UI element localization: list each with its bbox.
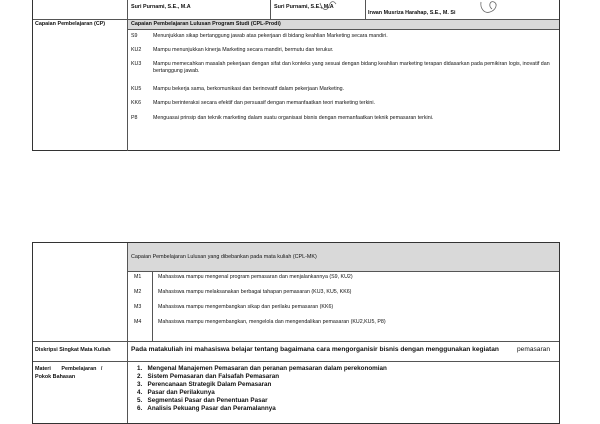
cpmk-code: M2	[134, 289, 142, 295]
materi-item: 5. Segmentasi Pasar dan Penentuan Pasar	[137, 397, 268, 404]
cpmk-text: Mahasiswa mampu mengenal program pemasaran dan menjalankannya (S9, KU2)	[158, 274, 353, 280]
signature-name-1: Suri Purnami, S.E., M.A	[131, 4, 191, 10]
materi-row-divider	[33, 361, 559, 362]
cpmk-code: M4	[134, 319, 142, 325]
cpmk-header: Capaian Pembelajaran Lulusan yang dibebankan pada mata kuliah (CPL-MK)	[131, 254, 317, 260]
cpl-header-divider	[128, 29, 559, 30]
cpl-code: KU3	[131, 61, 142, 67]
cpl-text: Menunjukkan sikap bertanggung jawab atas pekerjaan di bidang keahlian Marketing secara mandiri.	[153, 33, 388, 39]
materi-item: 3. Perencanaan Strategik Dalam Pemasaran	[137, 381, 272, 388]
materi-label-line1: Materi Pembelajaran /	[35, 366, 103, 372]
cp-row-label: Capaian Pembelajaran (CP)	[35, 21, 106, 27]
cpl-text: Mampu memecahkan masalah pekerjaan dengan sifat dan konteks yang sesuai dengan bidang keahlian marketing terapan didasarkan pada pemikiran logis, inovatif dan bertanggung jawab.	[153, 61, 550, 74]
materi-item: 6. Analisis Pekuang Pasar dan Peramalannya	[137, 405, 276, 412]
signature-mark	[478, 0, 504, 16]
cpl-text: Mampu berinteraksi secara efektif dan persuasif dengan memanfaatkan teori marketing terkini.	[153, 100, 375, 106]
cpl-code: S9	[131, 33, 138, 39]
cpmk-code: M1	[134, 274, 142, 280]
cpmk-text: Mahasiswa mampu melaksanakan berbagai tahapan pemasaran (KU3, KU5, KK6)	[158, 289, 352, 295]
cpl-text: Menguasai prinsip dan teknik marketing dalam suatu organisasi bisnis dengan memanfaatkan teknik pemasaran terkini.	[153, 115, 434, 121]
cpmk-text: Mahasiswa mampu mengembangkan, mengelola dan mengendalikan pemasaran (KU2,KU5, P8)	[158, 319, 386, 325]
description-label: Diskripsi Singkat Mata Kuliah	[35, 347, 111, 353]
materi-item: 4. Pasar dan Perilakunya	[137, 389, 215, 396]
description-text: Pada matakuliah ini mahasiswa belajar tentang bagaimana cara mengorganisir bisnis dengan menggunakan kegiatan	[131, 346, 499, 353]
cpl-code: KU5	[131, 86, 142, 92]
cpl-code: KK6	[131, 100, 142, 106]
cpmk-code-divider	[152, 271, 153, 341]
cpl-code: P8	[131, 115, 138, 121]
materi-item: 2. Sistem Pemasaran dan Falsafah Pemasaran	[137, 373, 280, 380]
signature-name-3: Irwan Musriza Harahap, S.E., M. Si	[368, 10, 456, 16]
cpmk-header-divider	[128, 271, 559, 272]
description-text-tail: pemasaran	[517, 346, 550, 353]
signature-name-2: Suri Purnami, S.E., M.A	[274, 4, 334, 10]
materi-label-line2: Pokok Bahasan	[35, 374, 76, 380]
cpmk-text: Mahasiswa mampu mengembangkan sikap dan perilaku pemasaran (KK6)	[158, 304, 334, 310]
materi-item: 1. Mengenal Manajemen Pemasaran dan peranan pemasaran dalam perekonomian	[137, 365, 387, 372]
top-table-sig-divider-1	[270, 0, 271, 19]
top-table-sig-divider-2	[365, 0, 366, 19]
cpl-header: Capaian Pembelajaran Lulusan Program Studi (CPL-Prodi)	[131, 21, 281, 27]
cpl-text: Mampu bekerja sama, berkomunikasi dan berinovatif dalam pekerjaan Marketing.	[153, 86, 345, 92]
cpl-code: KU2	[131, 47, 142, 53]
cpl-text: Mampu menunjukkan kinerja Marketing secara mandiri, bermutu dan terukur.	[153, 47, 334, 53]
description-row-divider	[33, 341, 559, 342]
cpmk-code: M3	[134, 304, 142, 310]
